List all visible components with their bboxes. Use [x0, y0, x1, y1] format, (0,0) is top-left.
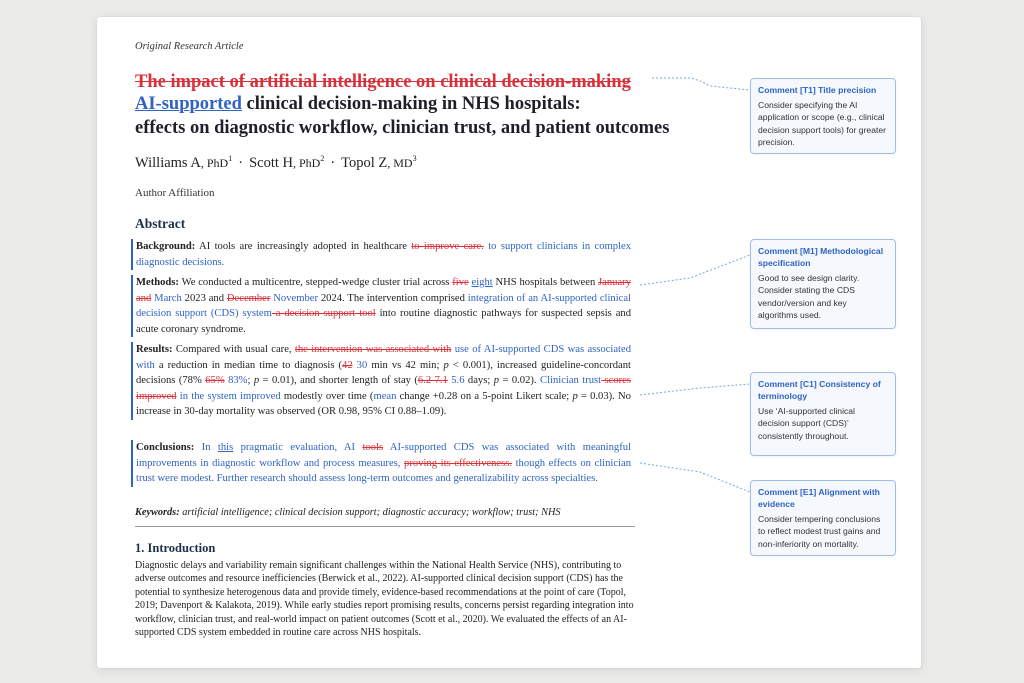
tracked-deletion[interactable]: 42 [342, 359, 353, 371]
tracked-insertion[interactable]: In [194, 442, 218, 453]
title-text: clinical decision-making in NHS hospitals: [246, 94, 581, 114]
introduction-text: Diagnostic delays and variability remain significant challenges within the National Health Service (NHS), contributing to adverse outcomes and resource inefficiencies (Berwick et al., 2022). AI-supported clinical decision support (CDS) has the potential to synthesize heterogenous data and provide timely, evidence-based recommendations at the point of care (Topol, 2019; Davenport & Kalakota, 2019). While early studies report promising results, concerns persist regarding integration into workflow, clinician trust, and real-world impact on patient outcomes (Scott et al., 2020). We evaluated the effects of an AI-supported CDS system embedded in routine care across NHS hospitals. [135, 560, 634, 639]
inserted-title-word[interactable]: AI-supported [135, 94, 242, 114]
tracked-insertion[interactable]: use of AI-supported CDS was associated with [136, 344, 631, 371]
abstract-heading: Abstract [135, 216, 186, 231]
comment-body: Consider tempering conclusions to reflect modest trust gains and non-inferiority on mortality. [758, 514, 881, 549]
comment-body: Use ‘AI-supported clinical decision support (CDS)’ consistently throughout. [758, 406, 855, 441]
comment-header: Comment [C1] Consistency of terminology [758, 379, 881, 401]
abstract-methods: Methods: We conducted a multicentre, stepped-wedge cluster trial across five eight NHS hospitals between January and March 2023 and December November 2024. The intervention comprised integration of an AI-supported clinical decision support (CDS) system a decision support tool into routine diagnostic pathways for suspected sepsis and acute coronary syndrome. [131, 275, 631, 337]
tracked-insertion[interactable]: this [217, 442, 234, 453]
comment-body: Good to see design clarity. Consider stating the CDS vendor/version and key algorithms used. [758, 273, 860, 321]
tracked-insertion[interactable]: in the system improved [176, 390, 281, 402]
title-line-2: effects on diagnostic workflow, clinician trust, and patient outcomes [135, 118, 670, 138]
tracked-deletion[interactable]: five [452, 277, 469, 288]
comment-t1[interactable] [750, 78, 896, 154]
tracked-deletion[interactable]: proving its effectiveness. [404, 457, 512, 469]
tracked-deletion[interactable]: tools [362, 442, 384, 453]
tracked-deletion[interactable]: 6.2 7.1 [417, 375, 448, 386]
abstract-conclusions: Conclusions: In this pragmatic evaluation, AI tools AI-supported CDS was associated with meaningful improvements in diagnostic workflow and process measures, proving its effectiveness. though effects on clinician trust were modest. Further research should assess long-term outcomes and generalizability across specialties. [131, 440, 631, 487]
author: Williams A, PhD$^1$ [135, 154, 233, 171]
author-separator: · [238, 154, 244, 171]
author-affiliation: Author Affiliation [135, 187, 215, 199]
tracked-insertion[interactable]: eight [471, 277, 493, 288]
author-separator: · [330, 154, 336, 171]
author: Scott H, PhD$^2$ [249, 154, 325, 171]
comment-header: Comment [E1] Alignment with evidence [758, 487, 880, 509]
tracked-insertion[interactable]: pragmatic evaluation, AI [233, 442, 363, 453]
comment-e1[interactable] [750, 480, 896, 556]
comment-c1[interactable] [750, 372, 896, 456]
section-divider [135, 526, 635, 527]
tracked-deletion[interactable]: the intervention was associated with [294, 344, 452, 355]
comment-header: Comment [M1] Methodological specification [758, 246, 884, 268]
author: Topol Z, $MD^3$ [341, 154, 417, 171]
tracked-deletion[interactable]: January and [136, 277, 631, 304]
tracked-insertion[interactable]: integration of an AI-supported clinical decision support (CDS) system [136, 292, 631, 319]
author-list [135, 154, 417, 172]
abstract-results: Results: Compared with usual care, the intervention was associated with use of AI-supported CDS was associated with a reduction in median time to diagnosis (42 30 min vs 42 min; p < 0.001), increased guideline-concordant decisions (78% 65% 83%; p = 0.01), and shorter length of stay (6.2 7.1 5.6 days; p = 0.02). Clinician trust scores improved in the system improved modestly over time (mean change +0.28 on a 5-point Likert scale; p = 0.03). No increase in 30-day mortality was observed (OR 0.98, 95% CI 0.88–1.09). [131, 342, 631, 420]
abstract-background: Background: AI tools are increasingly adopted in healthcare to improve care. to support clinicians in complex diagnostic decisions. [131, 239, 631, 270]
tracked-deletion[interactable]: a decision support tool [271, 308, 376, 319]
tracked-insertion[interactable]: mean [373, 390, 397, 402]
tracked-deletion[interactable]: to improve care. [411, 241, 484, 252]
tracked-insertion[interactable]: AI-supported CDS was associated with meaningful improvements in diagnostic workflow and process measures, [136, 442, 631, 469]
tracked-insertion[interactable]: November [270, 292, 318, 304]
tracked-insertion[interactable]: Clinician trust [540, 375, 602, 386]
title-line-1 [135, 94, 581, 115]
tracked-deletion[interactable]: scores improved [136, 375, 632, 402]
comment-body: Consider specifying the AI application or scope (e.g., clinical decision support tools) for greater precision. [758, 100, 887, 148]
tracked-insertion[interactable]: 83% [224, 375, 248, 386]
tracked-insertion[interactable]: 5.6 [447, 375, 465, 386]
introduction-heading: 1. Introduction [135, 541, 216, 555]
keywords: Keywords: artificial intelligence; clinical decision support; diagnostic accuracy; workflow; trust; NHS [135, 507, 561, 518]
comment-m1[interactable] [750, 239, 896, 329]
tracked-deletion[interactable]: 65% [205, 375, 225, 386]
comment-header: Comment [T1] Title precision [758, 85, 877, 95]
tracked-insertion[interactable]: to support clinicians in complex diagnostic decisions. [136, 241, 631, 268]
tracked-insertion[interactable]: 30 [352, 359, 368, 371]
tracked-insertion[interactable]: though effects on clinician trust were modest. Further research should assess long-term outcomes and generalizability across specialties. [136, 457, 631, 484]
tracked-deletion[interactable]: December [226, 292, 271, 304]
article-type: Original Research Article [135, 41, 244, 52]
tracked-insertion[interactable]: March [151, 292, 182, 304]
deleted-title[interactable]: The impact of artificial intelligence on clinical decision-making [135, 72, 631, 92]
